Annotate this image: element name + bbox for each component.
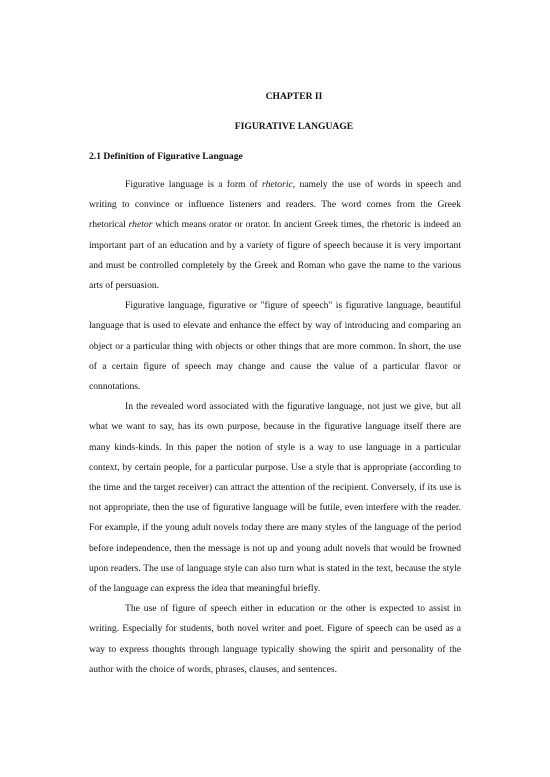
paragraph-1-text-b: , namely the use of words in speech and writing to convince or influence listeners and readers. The word comes from the Greek rhetorical — [89, 179, 461, 231]
chapter-title: FIGURATIVE LANGUAGE — [234, 121, 354, 132]
chapter-number: CHAPTER II — [265, 91, 323, 102]
paragraph-2: Figurative language, figurative or "figure of speech" is figurative language, beautiful language that is used to elevate and enhance the effect by way of introducing and comparing an object or a particular thing with objects or other things that are more common. In short, the use of a certain figure of speech may change and cause the value of a particular flavor or connotations. — [89, 300, 461, 393]
paragraph-1-text-a: Figurative language is a form of — [125, 179, 263, 190]
section-heading: 2.1 Definition of Figurative Language — [89, 151, 243, 162]
paragraph-1-emphasis-rhetor: rhetor — [128, 219, 153, 231]
paragraph-4: The use of figure of speech either in education or the other is expected to assist in writing. Especially for students, both novel writer and poet. Figure of speech can be used as a way to express thoughts through language typically showing the spirit and personality of the author with the choice of words, phrases, clauses, and sentences. — [89, 603, 461, 675]
paragraph-1 — [89, 175, 461, 296]
paragraph-3: In the revealed word associated with the figurative language, not just we give, but all what we want to say, has its own purpose, because in the figurative language itself there are many kinds-kinds. In this paper the notion of style is a way to use language in a particular context, by certain people, for a particular purpose. Use a style that is appropriate (according to the time and the target receiver) can attract the attention of the recipient. Conversely, if its use is not appropriate, then the use of figurative language will be futile, even interfere with the reader. For example, if the young adult novels today there are many styles of the language of the period before independence, then the message is not up and young adult novels that would be frowned upon readers. The use of language style can also turn what is stated in the text, because the style of the language can express the idea that meaningful briefly. — [89, 401, 461, 595]
paragraph-1-text-c: which means orator or orator. In ancient Greek times, the rhetoric is indeed an important part of an education and by a variety of figure of speech because it is very important and must be controlled completely by the Greek and Roman who gave the name to the various arts of persuasion. — [89, 219, 461, 292]
page-content — [89, 87, 461, 680]
paragraph-1-emphasis-rhetoric: rhetoric — [262, 179, 293, 190]
